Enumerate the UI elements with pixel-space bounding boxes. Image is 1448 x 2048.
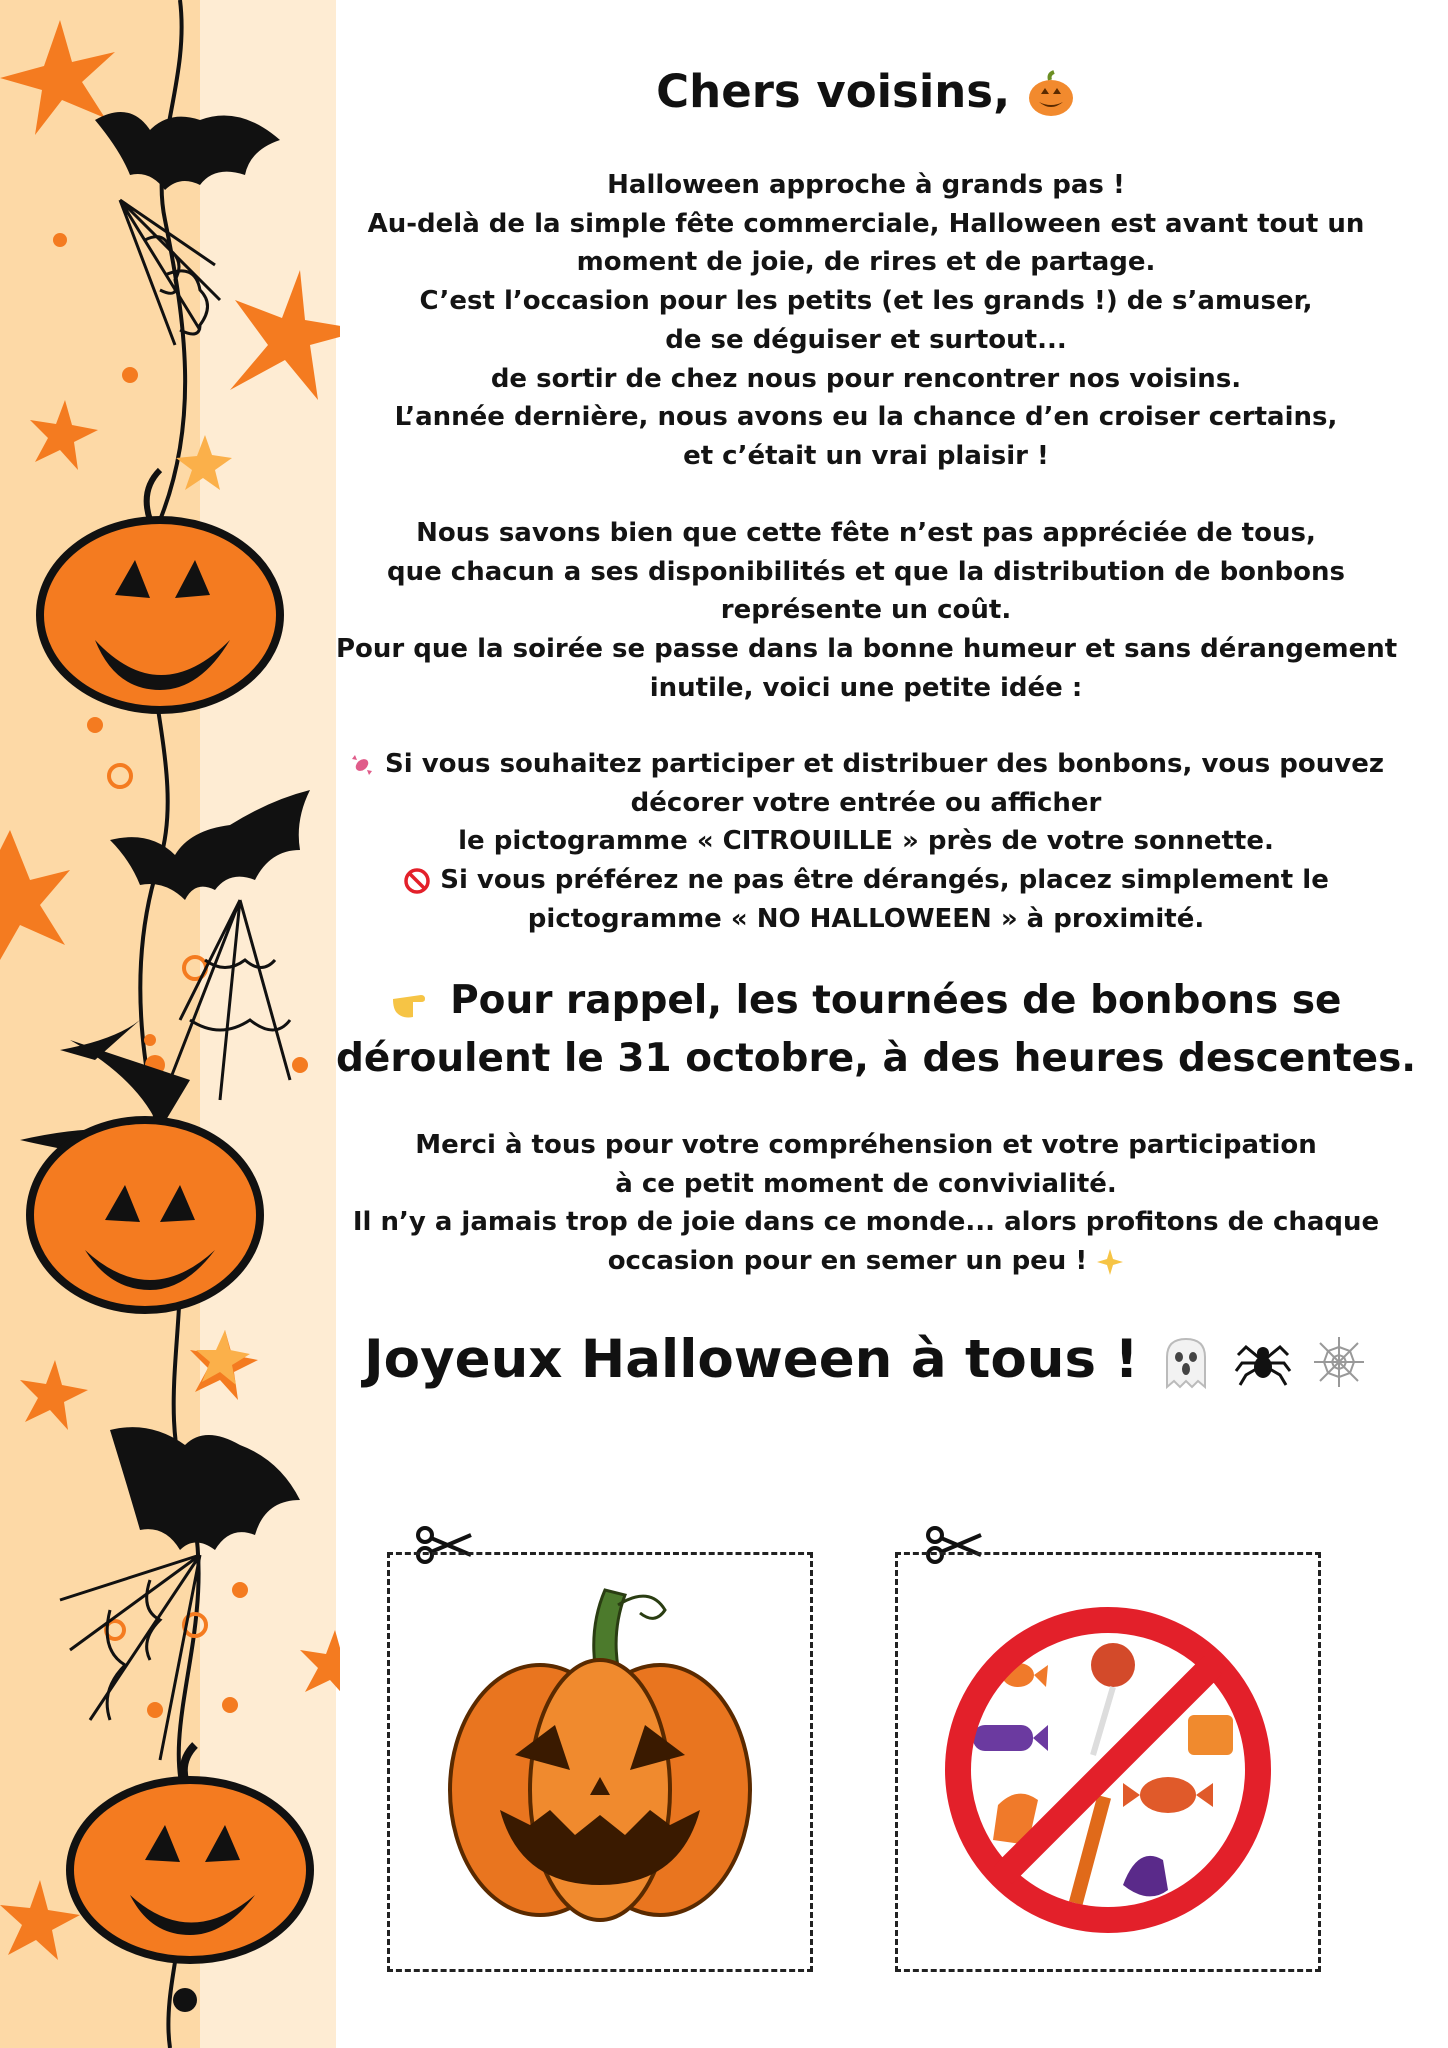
star-icon <box>20 1360 88 1430</box>
star-icon <box>230 270 340 400</box>
star-icon <box>176 435 232 490</box>
bat-icon <box>110 790 310 900</box>
paragraph-intro: Halloween approche à grands pas ! Au-delà de la simple fête commerciale, Halloween est avant tout un moment de joie, de rires et de partage. C’est l’occasion pour les petits (et les grands !) de s’amuser, de se déguiser et surtout... de sortir de chez nous pour rencontrer nos voisins. L’année dernière, nous avons eu la chance d’en croiser certains, et c’était un vrai plaisir ! <box>367 170 1365 471</box>
star-icon <box>300 1630 340 1700</box>
sparkle-icon <box>1096 1248 1124 1276</box>
bat-icon <box>95 112 280 190</box>
jack-o-lantern-icon <box>390 1555 810 1969</box>
star-icon <box>0 20 115 135</box>
paragraph-context: Nous savons bien que cette fête n’est pas appréciée de tous, que chacun a ses disponibilités et que la distribution de bonbons représente un coût. Pour que la soirée se passe dans la bonne humeur et sans dérangement inutile, voici une petite idée : <box>336 518 1398 703</box>
halloween-garland <box>0 0 340 2048</box>
pumpkin-pictogram-card[interactable] <box>387 1552 813 1972</box>
ghost-icon <box>1157 1333 1215 1391</box>
no-entry-icon <box>403 867 431 895</box>
bat-icon <box>110 1427 300 1550</box>
no-candy-icon <box>898 1555 1318 1969</box>
paragraph-thanks: Merci à tous pour votre compréhension et votre participation à ce petit moment de convivialité. Il n’y a jamais trop de joie dans ce monde... alors profitons de chaque occasion pour en semer un peu ! <box>352 1130 1380 1277</box>
star-icon <box>30 400 98 470</box>
reminder-headline: Pour rappel, les tournées de bonbons se déroulent le 31 octobre, à des heures descentes. <box>336 978 1417 1081</box>
no-halloween-pictogram-card[interactable] <box>895 1552 1321 1972</box>
pointing-hand-icon <box>391 983 437 1023</box>
pumpkin-icon <box>70 1745 310 1960</box>
spider-web-icon <box>120 200 220 345</box>
spider-web-icon <box>170 900 290 1100</box>
closing-title: Joyeux Halloween à tous ! <box>336 1325 1396 1395</box>
star-icon <box>0 830 70 960</box>
star-icon <box>0 1880 80 1960</box>
greeting-title: Chers voisins, <box>336 62 1396 122</box>
spider-web-icon <box>1310 1333 1368 1391</box>
candy-icon <box>348 751 376 779</box>
jack-o-lantern-icon <box>1026 70 1076 120</box>
paragraph-instructions: Si vous souhaitez participer et distribuer des bonbons, vous pouvez décorer votre entrée ou afficher le pictogramme « CITROUILLE » près de votre sonnette. Si vous préférez ne pas être dérangés, placez simplement le pictogramme « NO HALLOWEEN » à proximité. <box>336 745 1396 939</box>
spider-icon <box>1234 1333 1292 1391</box>
pumpkin-icon <box>40 470 280 710</box>
